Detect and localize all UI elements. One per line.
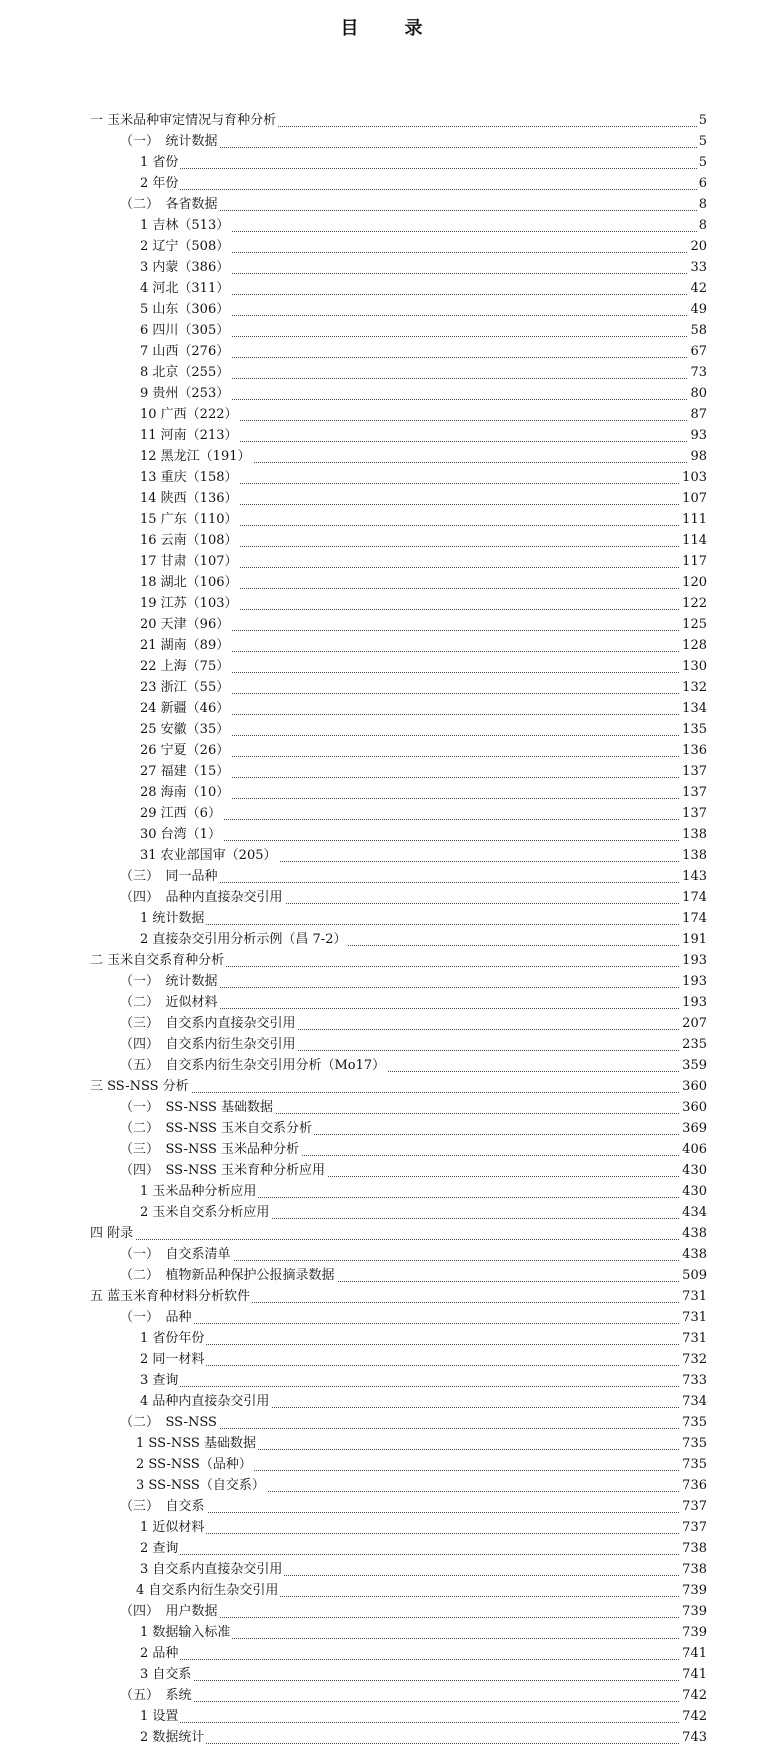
toc-entry-page-number: 191 — [680, 929, 707, 950]
dot-leader — [120, 1680, 707, 1702]
dot-leader — [140, 1323, 707, 1345]
toc-entry-page-number: 80 — [688, 383, 707, 404]
dot-leader — [140, 1701, 707, 1723]
toc-entry-page-number: 137 — [680, 761, 707, 782]
toc-entry-label: （一） 品种 — [120, 1307, 194, 1328]
toc-entry-label: （二） 植物新品种保护公报摘录数据 — [120, 1265, 337, 1286]
toc-entry-label: 7 山西（276） — [140, 341, 231, 362]
toc-entry-page-number: 737 — [680, 1517, 707, 1538]
toc-entry-page-number: 103 — [680, 467, 707, 488]
toc-entry-page-number: 731 — [680, 1286, 707, 1307]
toc-entry-label: 8 北京（255） — [140, 362, 231, 383]
toc-entry-page-number: 738 — [680, 1538, 707, 1559]
toc-entry-page-number: 143 — [680, 866, 707, 887]
toc-entry-label: 三 SS-NSS 分析 — [90, 1076, 191, 1097]
toc-entry-page-number: 731 — [680, 1307, 707, 1328]
toc-entry-label: 4 河北（311） — [140, 278, 231, 299]
toc-entry-page-number: 430 — [680, 1181, 707, 1202]
dot-leader — [140, 1722, 707, 1744]
toc-entry-page-number: 735 — [680, 1454, 707, 1475]
toc-entry-page-number: 406 — [680, 1139, 707, 1160]
toc-entry-label: 21 湖南（89） — [140, 635, 231, 656]
toc-entry-label: 3 内蒙（386） — [140, 257, 231, 278]
dot-leader — [140, 1344, 707, 1366]
toc-entry-label: 1 省份年份 — [140, 1328, 206, 1349]
toc-entry-label: （四） 用户数据 — [120, 1601, 220, 1622]
toc-entry-page-number: 369 — [680, 1118, 707, 1139]
toc-entry-label: 31 农业部国审（205） — [140, 845, 279, 866]
toc-entry-page-number: 509 — [680, 1265, 707, 1286]
dot-leader — [90, 1218, 707, 1240]
toc-entry-label: 19 江苏（103） — [140, 593, 240, 614]
toc-entry-label: 1 数据输入标准 — [140, 1622, 232, 1643]
dot-leader — [140, 1659, 707, 1681]
toc-entry-label: 27 福建（15） — [140, 761, 231, 782]
toc-entry-label: 10 广西（222） — [140, 404, 240, 425]
toc-entry-page-number: 193 — [680, 971, 707, 992]
toc-entry-page-number: 132 — [680, 677, 707, 698]
toc-entry-label: 30 台湾（1） — [140, 824, 223, 845]
toc-entry-label: （一） 自交系清单 — [120, 1244, 233, 1265]
toc-entry-label: （三） 同一品种 — [120, 866, 220, 887]
toc-entry-page-number: 193 — [680, 992, 707, 1013]
toc-entry-label: 12 黑龙江（191） — [140, 446, 253, 467]
toc-entry-page-number: 736 — [680, 1475, 707, 1496]
toc-entry-label: 1 省份 — [140, 152, 180, 173]
toc-entry-label: 29 江西（6） — [140, 803, 223, 824]
toc-entry-label: 1 统计数据 — [140, 908, 206, 929]
toc-entry-page-number: 737 — [680, 1496, 707, 1517]
dot-leader — [140, 168, 707, 190]
toc-entry-page-number: 98 — [688, 446, 707, 467]
toc-entry-page-number: 235 — [680, 1034, 707, 1055]
toc-entry-label: 9 贵州（253） — [140, 383, 231, 404]
toc-entry-label: （四） 品种内直接杂交引用 — [120, 887, 285, 908]
toc-entry-label: （二） SS-NSS 玉米自交系分析 — [120, 1118, 314, 1139]
toc-entry-page-number: 125 — [680, 614, 707, 635]
toc-entry-label: 4 品种内直接杂交引用 — [140, 1391, 271, 1412]
toc-entry-page-number: 33 — [688, 257, 707, 278]
toc-entry-label: 28 海南（10） — [140, 782, 231, 803]
table-of-contents — [0, 110, 777, 1748]
toc-entry-label: 25 安徽（35） — [140, 719, 231, 740]
toc-entry-page-number: 741 — [680, 1664, 707, 1685]
toc-entry-label: 五 蓝玉米育种材料分析软件 — [90, 1286, 252, 1307]
toc-entry-label: 5 山东（306） — [140, 299, 231, 320]
toc-entry-page-number: 193 — [680, 950, 707, 971]
dot-leader — [140, 1533, 707, 1555]
toc-entry-page-number: 138 — [680, 845, 707, 866]
toc-entry-label: 2 玉米自交系分析应用 — [140, 1202, 271, 1223]
toc-entry-page-number: 130 — [680, 656, 707, 677]
toc-entry-page-number: 49 — [688, 299, 707, 320]
toc-entry-page-number: 735 — [680, 1412, 707, 1433]
toc-entry-page-number: 137 — [680, 803, 707, 824]
toc-entry-page-number: 733 — [680, 1370, 707, 1391]
toc-entry-page-number: 135 — [680, 719, 707, 740]
toc-entry-label: 23 浙江（55） — [140, 677, 231, 698]
dot-leader — [140, 1638, 707, 1660]
toc-entry-label: 2 年份 — [140, 173, 180, 194]
toc-entry-label: （三） 自交系 — [120, 1496, 207, 1517]
toc-entry-page-number: 122 — [680, 593, 707, 614]
toc-entry-page-number: 359 — [680, 1055, 707, 1076]
toc-entry-page-number: 739 — [680, 1580, 707, 1601]
toc-entry-label: （三） SS-NSS 玉米品种分析 — [120, 1139, 301, 1160]
toc-entry-label: （二） SS-NSS — [120, 1412, 219, 1433]
toc-entry-label: （五） 自交系内衍生杂交引用分析（Mo17） — [120, 1055, 387, 1076]
toc-entry-page-number: 438 — [680, 1223, 707, 1244]
toc-entry-label: 3 自交系内直接杂交引用 — [140, 1559, 284, 1580]
toc-entry-label: （一） 统计数据 — [120, 131, 220, 152]
dot-leader — [120, 1491, 707, 1513]
toc-entry-label: 2 查询 — [140, 1538, 180, 1559]
toc-entry-label: 6 四川（305） — [140, 320, 231, 341]
toc-entry-page-number: 120 — [680, 572, 707, 593]
toc-entry-label: 4 自交系内衍生杂交引用 — [136, 1580, 280, 1601]
toc-entry-page-number: 738 — [680, 1559, 707, 1580]
toc-entry-label: 二 玉米自交系育种分析 — [90, 950, 226, 971]
toc-entry-label: 2 数据统计 — [140, 1727, 206, 1748]
dot-leader — [140, 147, 707, 169]
toc-entry-page-number: 111 — [680, 509, 707, 530]
toc-entry-page-number: 114 — [680, 530, 707, 551]
toc-entry-label: 20 天津（96） — [140, 614, 231, 635]
toc-entry-page-number: 58 — [688, 320, 707, 341]
toc-entry-page-number: 735 — [680, 1433, 707, 1454]
toc-entry-page-number: 732 — [680, 1349, 707, 1370]
toc-entry-page-number: 739 — [680, 1601, 707, 1622]
toc-entry-label: 17 甘肃（107） — [140, 551, 240, 572]
toc-entry-page-number: 430 — [680, 1160, 707, 1181]
toc-entry-label: （四） SS-NSS 玉米育种分析应用 — [120, 1160, 327, 1181]
toc-entry-label: 24 新疆（46） — [140, 698, 231, 719]
toc-entry-page-number: 87 — [688, 404, 707, 425]
toc-entry-page-number: 20 — [688, 236, 707, 257]
dot-leader — [140, 903, 707, 925]
toc-entry-page-number: 174 — [680, 908, 707, 929]
toc-entry-label: 2 辽宁（508） — [140, 236, 231, 257]
toc-entry-label: （四） 自交系内衍生杂交引用 — [120, 1034, 298, 1055]
toc-entry-label: （二） 各省数据 — [120, 194, 220, 215]
toc-entry-page-number: 93 — [688, 425, 707, 446]
toc-entry-page-number: 207 — [680, 1013, 707, 1034]
toc-entry-page-number: 434 — [680, 1202, 707, 1223]
toc-entry-label: 16 云南（108） — [140, 530, 240, 551]
toc-entry-page-number: 8 — [697, 194, 707, 215]
toc-entry-label: 2 SS-NSS（品种） — [136, 1454, 254, 1475]
toc-entry-label: （一） 统计数据 — [120, 971, 220, 992]
toc-entry-label: 13 重庆（158） — [140, 467, 240, 488]
toc-entry-label: 2 同一材料 — [140, 1349, 206, 1370]
toc-entry-page-number: 6 — [697, 173, 707, 194]
toc-entry-page-number: 739 — [680, 1622, 707, 1643]
toc-entry-page-number: 360 — [680, 1097, 707, 1118]
toc-entry-label: 四 附录 — [90, 1223, 135, 1244]
page-title: 目 录 — [340, 18, 437, 39]
toc-entry-page-number: 360 — [680, 1076, 707, 1097]
toc-entry-label: （五） 系统 — [120, 1685, 194, 1706]
toc-entry-label: 1 近似材料 — [140, 1517, 206, 1538]
toc-entry-label: 18 湖北（106） — [140, 572, 240, 593]
toc-entry-label: （一） SS-NSS 基础数据 — [120, 1097, 275, 1118]
toc-entry-label: （三） 自交系内直接杂交引用 — [120, 1013, 298, 1034]
toc-entry-label: 2 直接杂交引用分析示例（昌 7-2） — [140, 929, 348, 950]
toc-entry-page-number: 5 — [697, 110, 707, 131]
toc-entry-label: 1 吉林（513） — [140, 215, 231, 236]
toc-entry-page-number: 137 — [680, 782, 707, 803]
toc-entry-page-number: 134 — [680, 698, 707, 719]
toc-entry-page-number: 117 — [680, 551, 707, 572]
dot-leader — [140, 1512, 707, 1534]
toc-entry-page-number: 73 — [688, 362, 707, 383]
toc-entry-label: 3 查询 — [140, 1370, 180, 1391]
toc-entry-label: 22 上海（75） — [140, 656, 231, 677]
toc-entry-page-number: 138 — [680, 824, 707, 845]
toc-entry-label: 15 广东（110） — [140, 509, 240, 530]
toc-entry-page-number: 67 — [688, 341, 707, 362]
toc-entry-label: 14 陕西（136） — [140, 488, 240, 509]
toc-entry-page-number: 438 — [680, 1244, 707, 1265]
toc-entry-page-number: 136 — [680, 740, 707, 761]
dot-leader — [140, 819, 707, 841]
dot-leader — [140, 1365, 707, 1387]
dot-leader — [140, 798, 707, 820]
toc-entry-label: 一 玉米品种审定情况与育种分析 — [90, 110, 278, 131]
toc-entry-label: 1 SS-NSS 基础数据 — [136, 1433, 258, 1454]
toc-entry-label: 2 品种 — [140, 1643, 180, 1664]
dot-leader — [120, 1302, 707, 1324]
toc-entry-page-number: 743 — [680, 1727, 707, 1748]
toc-entry-page-number: 174 — [680, 887, 707, 908]
toc-entry-page-number: 128 — [680, 635, 707, 656]
toc-entry-label: （二） 近似材料 — [120, 992, 220, 1013]
toc-entry-label: 1 设置 — [140, 1706, 180, 1727]
toc-entry-label: 3 SS-NSS（自交系） — [136, 1475, 267, 1496]
toc-entry-page-number: 107 — [680, 488, 707, 509]
toc-entry-page-number: 5 — [697, 152, 707, 173]
toc-entry-page-number: 734 — [680, 1391, 707, 1412]
toc-entry-page-number: 5 — [697, 131, 707, 152]
toc-entry-page-number: 8 — [697, 215, 707, 236]
toc-entry-page-number: 42 — [688, 278, 707, 299]
toc-entry-label: 26 宁夏（26） — [140, 740, 231, 761]
toc-entry-page-number: 741 — [680, 1643, 707, 1664]
toc-entry-label: 3 自交系 — [140, 1664, 193, 1685]
toc-entry-label: 1 玉米品种分析应用 — [140, 1181, 258, 1202]
toc-entry-page-number: 731 — [680, 1328, 707, 1349]
toc-entry-page-number: 742 — [680, 1685, 707, 1706]
toc-entry-page-number: 742 — [680, 1706, 707, 1727]
toc-entry-label: 11 河南（213） — [140, 425, 240, 446]
